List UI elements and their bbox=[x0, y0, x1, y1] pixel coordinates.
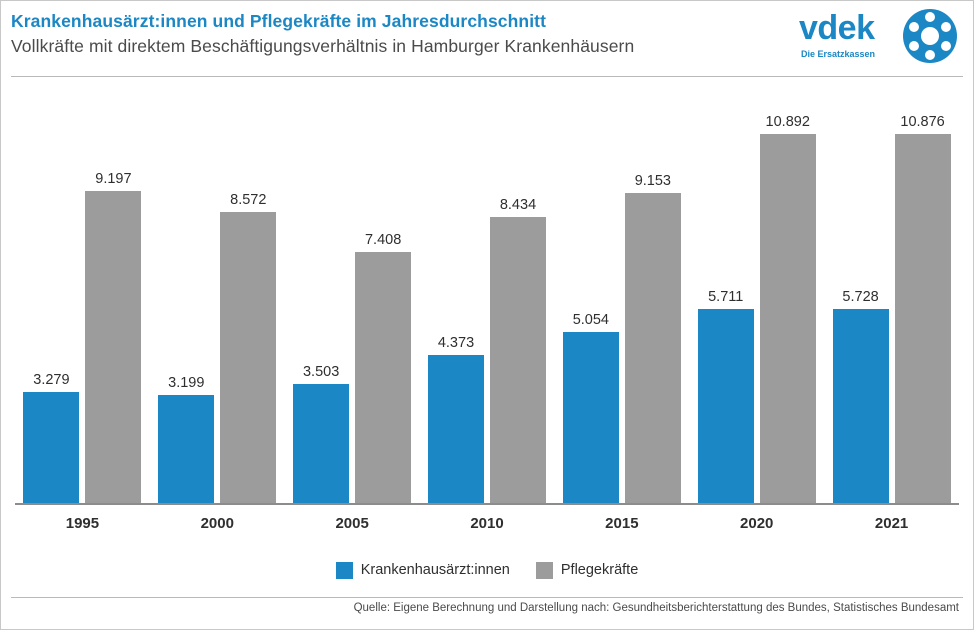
bar-value-label: 3.503 bbox=[302, 364, 340, 380]
bar-chart-plot bbox=[1, 77, 973, 547]
source-note: Quelle: Eigene Berechnung und Darstellung nach: Gesundheitsberichterstattung des Bundes, Statistisches Bundesamt bbox=[353, 602, 959, 614]
x-axis-tick-label: 2005 bbox=[335, 515, 369, 532]
bar bbox=[428, 355, 484, 503]
bar-wrapper bbox=[895, 77, 951, 503]
logo-wordmark: vdek bbox=[799, 9, 875, 47]
bar-wrapper bbox=[563, 77, 619, 503]
x-axis-tick-label: 2000 bbox=[200, 515, 234, 532]
x-axis-tick-label: 2015 bbox=[605, 515, 639, 532]
x-axis-line bbox=[15, 503, 959, 505]
source-divider bbox=[11, 597, 963, 598]
bar bbox=[23, 392, 79, 503]
bar bbox=[895, 134, 951, 503]
bar-wrapper bbox=[490, 77, 546, 503]
bar-value-label: 3.199 bbox=[168, 375, 205, 391]
bar-value-label: 10.892 bbox=[765, 114, 810, 130]
bar-group bbox=[824, 77, 959, 503]
bar-group bbox=[285, 77, 420, 503]
legend-item bbox=[536, 562, 638, 579]
x-axis-tick-label: 1995 bbox=[65, 515, 100, 532]
vdek-circle-icon bbox=[901, 7, 959, 65]
vdek-logo bbox=[799, 7, 959, 69]
bar-value-label: 3.279 bbox=[33, 372, 70, 388]
bar-value-label: 9.197 bbox=[95, 171, 132, 187]
bar-wrapper bbox=[220, 77, 276, 503]
bar-group bbox=[150, 77, 285, 503]
bar-value-label: 5.054 bbox=[572, 312, 609, 328]
page-title: Krankenhausärzt:innen und Pflegekräfte im Jahresdurchschnitt bbox=[11, 11, 547, 31]
bar bbox=[490, 217, 546, 503]
bar-value-label: 7.408 bbox=[364, 232, 402, 248]
bar bbox=[158, 395, 214, 503]
header bbox=[1, 1, 973, 77]
bar bbox=[625, 193, 681, 503]
logo-tagline: Die Ersatzkassen bbox=[801, 49, 876, 59]
legend-swatch bbox=[336, 562, 353, 579]
bar-groups bbox=[15, 77, 959, 503]
bar bbox=[355, 252, 411, 503]
bar bbox=[563, 332, 619, 503]
x-axis-tick-label: 2010 bbox=[470, 515, 504, 532]
bar-wrapper bbox=[428, 77, 484, 503]
legend-label: Krankenhausärzt:innen bbox=[360, 562, 510, 578]
bar-wrapper bbox=[158, 77, 214, 503]
bar-value-label: 5.728 bbox=[842, 289, 879, 305]
x-axis-tick-label: 2021 bbox=[874, 515, 909, 532]
bar-wrapper bbox=[698, 77, 754, 503]
bar-value-label: 10.876 bbox=[900, 114, 945, 130]
chart-legend bbox=[1, 557, 973, 583]
legend-item bbox=[336, 562, 510, 579]
bar-group bbox=[15, 77, 150, 503]
bar-wrapper bbox=[355, 77, 411, 503]
bar-wrapper bbox=[85, 77, 141, 503]
bar-value-label: 5.711 bbox=[708, 289, 744, 305]
legend-swatch bbox=[536, 562, 553, 579]
bar bbox=[293, 384, 349, 503]
page-subtitle: Vollkräfte mit direktem Beschäftigungsverhältnis in Hamburger Krankenhäusern bbox=[11, 36, 635, 56]
bar-wrapper bbox=[23, 77, 79, 503]
title-block bbox=[11, 11, 634, 57]
bar-value-label: 8.572 bbox=[230, 192, 267, 208]
bar bbox=[698, 309, 754, 503]
bar bbox=[85, 191, 141, 503]
bar bbox=[833, 309, 889, 503]
bar-value-label: 9.153 bbox=[634, 173, 671, 189]
bar-wrapper bbox=[760, 77, 816, 503]
bar bbox=[220, 212, 276, 503]
x-axis-tick-labels bbox=[15, 511, 959, 537]
bar bbox=[760, 134, 816, 503]
bar-group bbox=[420, 77, 555, 503]
bar-group bbox=[689, 77, 824, 503]
bar-wrapper bbox=[293, 77, 349, 503]
bar-group bbox=[554, 77, 689, 503]
bar-wrapper bbox=[625, 77, 681, 503]
bar-value-label: 4.373 bbox=[437, 335, 475, 351]
x-axis-tick-label: 2020 bbox=[740, 515, 774, 532]
bar-value-label: 8.434 bbox=[499, 197, 537, 213]
legend-label: Pflegekräfte bbox=[560, 562, 639, 578]
bar-wrapper bbox=[833, 77, 889, 503]
